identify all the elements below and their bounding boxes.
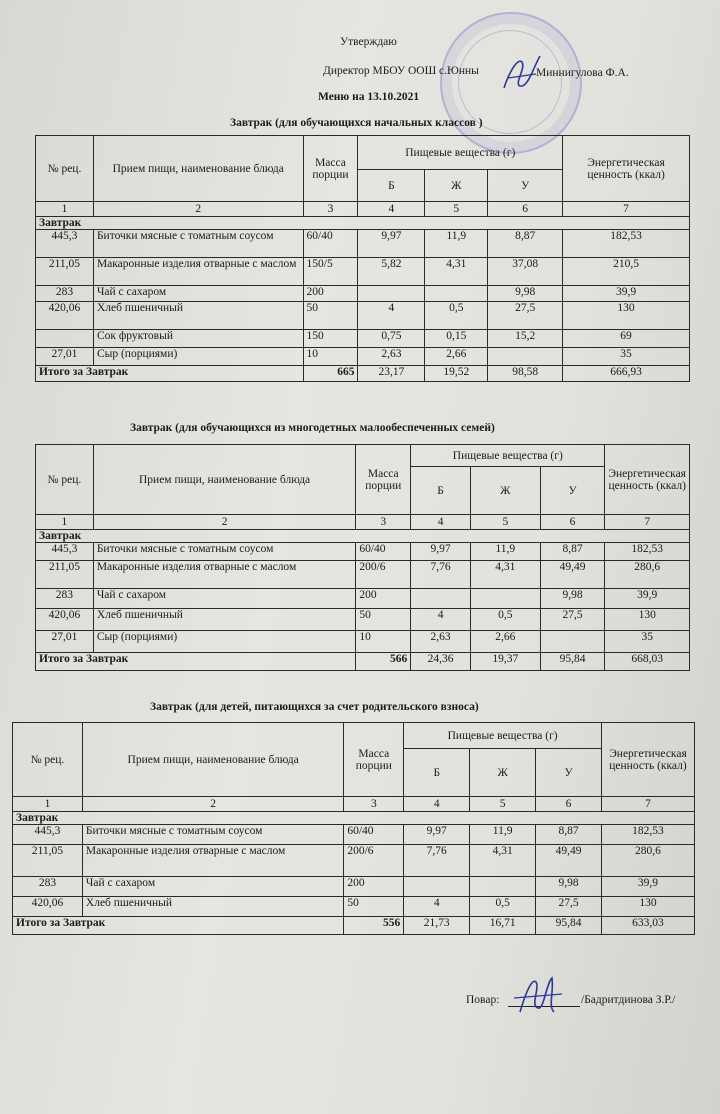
section-3-title: Завтрак (для детей, питающихся за счет родительского взноса): [150, 701, 479, 713]
col-mass-header: Масса порции: [303, 136, 358, 202]
col-u-header: У: [536, 749, 602, 797]
col-b-header: Б: [411, 467, 471, 515]
section-1-title: Завтрак (для обучающихся начальных классов ): [230, 117, 483, 129]
cook-signature: [510, 972, 570, 1018]
meal-label: Завтрак: [36, 530, 690, 543]
column-index-row: 1 2 3 4 5 6 7: [13, 797, 695, 812]
table-row: 445,3 Биточки мясные с томатным соусом 60/40 9,97 11,9 8,87 182,53: [36, 230, 690, 258]
col-zh-header: Ж: [425, 170, 488, 202]
col-u-header: У: [488, 170, 563, 202]
col-dish-header: Прием пищи, наименование блюда: [82, 723, 343, 797]
column-index-row: 1 2 3 4 5 6 7: [36, 515, 690, 530]
table-row: 27,01 Сыр (порциями) 10 2,63 2,66 35: [36, 348, 690, 366]
section-2-title: Завтрак (для обучающихся из многодетных малообеспеченных семей): [130, 422, 495, 434]
table-row: 445,3 Биточки мясные с томатным соусом 60/40 9,97 11,9 8,87 182,53: [36, 543, 690, 561]
col-nutrients-header: Пищевые вещества (г): [358, 136, 563, 170]
table-row: 211,05 Макаронные изделия отварные с маслом 200/6 7,76 4,31 49,49 280,6: [13, 845, 695, 877]
cook-label: Повар:: [466, 994, 500, 1006]
col-energy-header: Энергетическая ценность (ккал): [601, 723, 694, 797]
col-energy-header: Энергетическая ценность (ккал): [563, 136, 690, 202]
col-rec-header: № рец.: [36, 445, 94, 515]
table-row: 283 Чай с сахаром 200 9,98 39,9: [13, 877, 695, 897]
table-row: 420,06 Хлеб пшеничный 50 4 0,5 27,5 130: [36, 302, 690, 330]
table-row: 420,06 Хлеб пшеничный 50 4 0,5 27,5 130: [13, 897, 695, 917]
col-dish-header: Прием пищи, наименование блюда: [93, 445, 355, 515]
col-rec-header: № рец.: [13, 723, 83, 797]
table-row: Сок фруктовый 150 0,75 0,15 15,2 69: [36, 330, 690, 348]
col-dish-header: Прием пищи, наименование блюда: [93, 136, 303, 202]
col-nutrients-header: Пищевые вещества (г): [411, 445, 605, 467]
col-mass-header: Масса порции: [344, 723, 404, 797]
meal-label: Завтрак: [36, 217, 690, 230]
director-name: Миннигулова Ф.А.: [536, 67, 629, 79]
col-zh-header: Ж: [470, 749, 536, 797]
director-title: Директор МБОУ ООШ с.Юнны: [323, 65, 479, 77]
menu-table-large-families: [35, 444, 690, 671]
table-row: 283 Чай с сахаром 200 9,98 39,9: [36, 286, 690, 302]
table-row: 211,05 Макаронные изделия отварные с маслом 200/6 7,76 4,31 49,49 280,6: [36, 561, 690, 589]
cook-name: /Бадритдинова З.Р./: [581, 994, 676, 1006]
table-row: 445,3 Биточки мясные с томатным соусом 60/40 9,97 11,9 8,87 182,53: [13, 825, 695, 845]
total-row: Итого за Завтрак 556 21,73 16,71 95,84 633,03: [13, 917, 695, 935]
table-row: 283 Чай с сахаром 200 9,98 39,9: [36, 589, 690, 609]
col-mass-header: Масса порции: [356, 445, 411, 515]
menu-table-parent-paid: [12, 722, 695, 935]
col-energy-header: Энергетическая ценность (ккал): [605, 445, 690, 515]
column-index-row: 1 2 3 4 5 6 7: [36, 202, 690, 217]
total-row: Итого за Завтрак 665 23,17 19,52 98,58 666,93: [36, 366, 690, 382]
col-rec-header: № рец.: [36, 136, 94, 202]
menu-table-primary: [35, 135, 690, 382]
meal-label: Завтрак: [13, 812, 695, 825]
col-u-header: У: [540, 467, 605, 515]
table-row: 420,06 Хлеб пшеничный 50 4 0,5 27,5 130: [36, 609, 690, 631]
table-row: 27,01 Сыр (порциями) 10 2,63 2,66 35: [36, 631, 690, 653]
approve-label: Утверждаю: [340, 36, 397, 48]
menu-date: Меню на 13.10.2021: [318, 91, 420, 103]
col-zh-header: Ж: [470, 467, 540, 515]
col-nutrients-header: Пищевые вещества (г): [404, 723, 602, 749]
total-row: Итого за Завтрак 566 24,36 19,37 95,84 668,03: [36, 653, 690, 671]
col-b-header: Б: [358, 170, 425, 202]
table-row: 211,05 Макаронные изделия отварные с маслом 150/5 5,82 4,31 37,08 210,5: [36, 258, 690, 286]
col-b-header: Б: [404, 749, 470, 797]
